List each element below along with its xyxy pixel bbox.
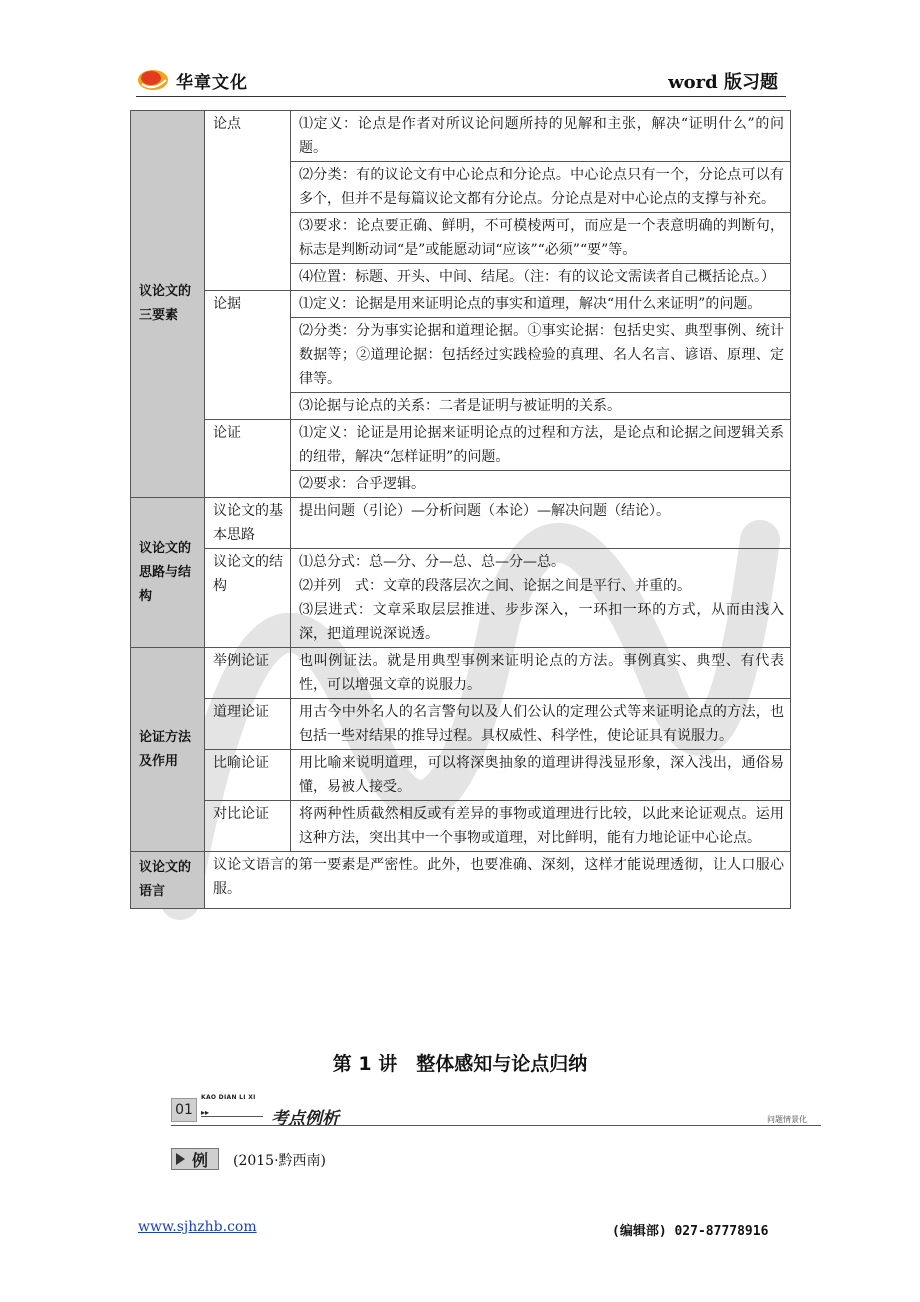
table-row	[131, 498, 791, 549]
section-three-elements: 议论文的三要素	[131, 111, 205, 498]
section-bar	[171, 1094, 821, 1128]
row-text: 也叫例证法。就是用典型事例来证明论点的方法。事例真实、典型、有代表性，可以增强文章的说服力。	[291, 648, 791, 699]
double-arrow-icon: ▸▸	[201, 1108, 210, 1117]
section-number: 01	[171, 1098, 197, 1122]
sub-evidence: 论据	[205, 291, 291, 420]
website-link[interactable]: www.sjhzhb.com	[138, 1219, 257, 1235]
table-row	[131, 801, 791, 852]
section-methods: 论证方法及作用	[131, 648, 205, 852]
play-triangle-icon	[176, 1153, 185, 1165]
sub-basic-thinking: 议论文的基本思路	[205, 498, 291, 549]
row-text: ⑵分类：有的议论文有中心论点和分论点。中心论点只有一个，分论点可以有多个，但并不是每篇议论文都有分论点。分论点是对中心论点的支撑与补充。	[291, 162, 791, 213]
huazhang-logo-icon	[136, 66, 170, 92]
sub-metaphor-method: 比喻论证	[205, 750, 291, 801]
row-text: ⑶要求：论点要正确、鲜明，不可模棱两可，而应是一个表意明确的判断句，标志是判断动词“是”或能愿动词“应该”“必须”“要”等。	[291, 213, 791, 264]
page-header	[136, 62, 786, 97]
divider	[171, 1125, 821, 1126]
table-row	[131, 420, 791, 471]
lesson-title: 第 1 讲 整体感知与论点归纳	[332, 1053, 588, 1075]
table-row	[131, 699, 791, 750]
section-thinking-structure: 议论文的思路与结构	[131, 498, 205, 648]
row-text: ⑴定义：论点是作者对所议论问题所持的见解和主张，解决“证明什么”的问题。	[291, 111, 791, 162]
row-text: ⑵要求：合乎逻辑。	[291, 471, 791, 498]
sub-example-method: 举例论证	[205, 648, 291, 699]
edition-label: word 版习题	[668, 72, 778, 93]
row-text: ⑴定义：论证是用论据来证明论点的过程和方法，是论点和论据之间逻辑关系的纽带，解决“怎样证明”的问题。	[291, 420, 791, 471]
section-english-label: KAO DIAN LI XI	[201, 1094, 256, 1101]
section-right-label: 问题情景化	[767, 1115, 807, 1124]
row-text: 用古今中外名人的名言警句以及人们公认的定理公式等来证明论点的方法，也包括一些对结果的推导过程。具权威性、科学性，使论证具有说服力。	[291, 699, 791, 750]
editorial-phone: (编辑部) 027-87778916	[612, 1224, 769, 1239]
row-text: ⑴总分式：总—分、分—总、总—分—总。 ⑵并列 式：文章的段落层次之间、论据之间是平行、并重的。 ⑶层进式：文章采取层层推进、步步深入，一环扣一环的方式，从而由浅入深，把道理说深说透。	[291, 549, 791, 648]
table-row	[131, 852, 791, 909]
example-label: 例	[192, 1151, 209, 1170]
row-text: 用比喻来说明道理，可以将深奥抽象的道理讲得浅显形象，深入浅出，通俗易懂，易被人接受。	[291, 750, 791, 801]
table-row	[131, 291, 791, 318]
row-text: ⑶论据与论点的关系：二者是证明与被证明的关系。	[291, 393, 791, 420]
sub-argument-point: 论点	[205, 111, 291, 291]
row-text: ⑴定义：论据是用来证明论点的事实和道理，解决“用什么来证明”的问题。	[291, 291, 791, 318]
section-language: 议论文的语言	[131, 852, 205, 909]
section-title: 考点例析	[271, 1109, 339, 1129]
sub-reason-method: 道理论证	[205, 699, 291, 750]
row-text: 将两种性质截然相反或有差异的事物或道理进行比较，以此来论证观点。运用这种方法，突出其中一个事物或道理，对比鲜明，能有力地论证中心论点。	[291, 801, 791, 852]
example-tag	[171, 1148, 219, 1170]
sub-contrast-method: 对比论证	[205, 801, 291, 852]
sub-structure: 议论文的结构	[205, 549, 291, 648]
table-row	[131, 111, 791, 162]
table-row	[131, 648, 791, 699]
brand-name: 华章文化	[176, 73, 248, 93]
sub-reasoning: 论证	[205, 420, 291, 498]
table-row	[131, 549, 791, 648]
row-text: 提出问题（引论）—分析问题（本论）—解决问题（结论）。	[291, 498, 791, 549]
essay-elements-table	[130, 110, 791, 909]
example-source: (2015·黔西南)	[233, 1153, 327, 1169]
divider	[201, 1116, 263, 1117]
row-text: ⑷位置：标题、开头、中间、结尾。（注：有的议论文需读者自己概括论点。）	[291, 264, 791, 291]
row-text: ⑵分类：分为事实论据和道理论据。①事实论据：包括史实、典型事例、统计数据等；②道理论据：包括经过实践检验的真理、名人名言、谚语、原理、定律等。	[291, 318, 791, 393]
table-row	[131, 750, 791, 801]
row-text: 议论文语言的第一要素是严密性。此外，也要准确、深刻，这样才能说理透彻，让人口服心服。	[205, 852, 791, 909]
